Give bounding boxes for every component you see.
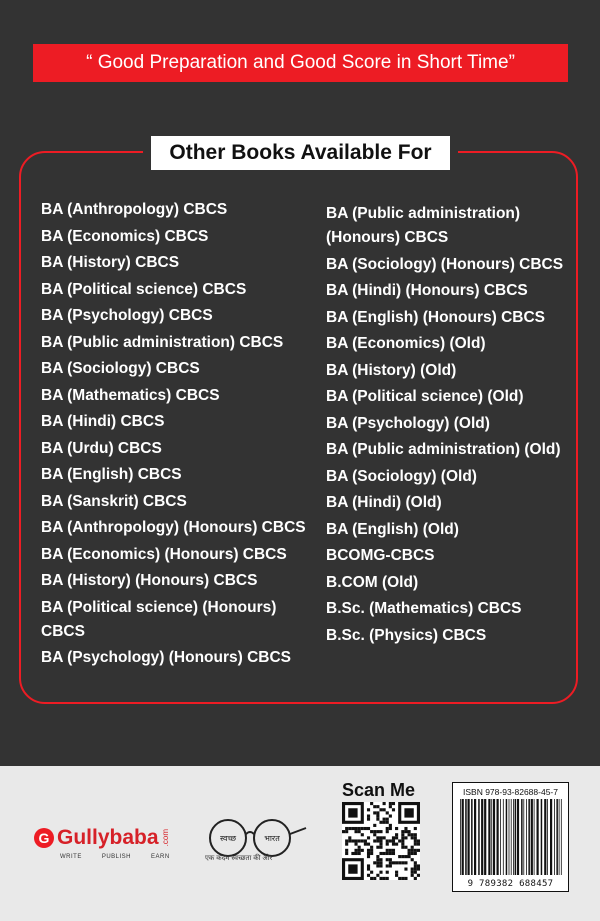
book-list-right-column	[326, 202, 576, 650]
book-list-item: BA (English) CBCS	[41, 466, 182, 483]
book-list-item: BA (Hindi) (Old)	[326, 494, 442, 511]
logo-tag-word: WRITE	[60, 854, 82, 860]
book-list-item: BA (Anthropology) (Honours) CBCS	[41, 519, 306, 536]
tagline-banner	[33, 44, 568, 82]
isbn-number: 9 789382 688457	[467, 879, 554, 889]
book-list-item: BA (Sociology) (Honours) CBCS	[326, 255, 564, 273]
logo-name: Gullybaba	[57, 826, 159, 849]
book-list-item: BA (Mathematics) CBCS	[41, 386, 220, 404]
book-list-item: BA (Psychology) CBCS	[41, 307, 213, 324]
book-list-item: BA (Public administration) CBCS	[41, 333, 284, 351]
footer	[0, 766, 600, 921]
book-list-item: BA (Sociology) (Old)	[326, 467, 477, 485]
book-list-item: BCOMG-CBCS	[326, 547, 435, 564]
tagline-text: “ Good Preparation and Good Score in Short Time”	[86, 52, 515, 73]
book-list-item: BA (English) (Honours) CBCS	[326, 308, 545, 326]
book-list-item: BA (Political science) (Old)	[326, 388, 524, 405]
book-list-item: BA (History) (Old)	[326, 361, 457, 379]
book-list-item: BA (Hindi) (Honours) CBCS	[326, 282, 528, 299]
book-list-item: BA (Hindi) CBCS	[41, 413, 165, 430]
qr-code[interactable]	[342, 802, 420, 880]
book-list-item: BA (History) (Honours) CBCS	[41, 572, 258, 589]
book-list-item: BA (English) (Old)	[326, 520, 459, 538]
swachh-left-text: स्वच्छ	[219, 834, 237, 843]
gullybaba-logo	[34, 826, 170, 850]
book-list-item: B.Sc. (Physics) CBCS	[326, 626, 487, 644]
book-list-item: BA (Urdu) CBCS	[41, 439, 162, 457]
book-list-item: BA (Psychology) (Honours) CBCS	[41, 649, 292, 666]
gullybaba-g-icon: G	[34, 828, 54, 848]
scan-me-label: Scan Me	[342, 780, 416, 800]
logo-tag-word: PUBLISH	[101, 854, 132, 860]
logo-suffix: .com	[160, 829, 170, 847]
book-list-item: BA (Public administration) (Old)	[326, 441, 561, 458]
book-list-item: BA (Economics) (Honours) CBCS	[41, 545, 287, 563]
book-list-item: BA (Sociology) CBCS	[41, 360, 200, 377]
swachh-bharat-glasses-icon	[200, 812, 310, 872]
book-list-item: BA (Sanskrit) CBCS	[41, 492, 187, 510]
book-list-item: BA (Economics) CBCS	[41, 227, 209, 245]
swachh-caption: एक कदम स्वच्छता की ओर	[205, 855, 273, 862]
swachh-right-text: भारत	[264, 834, 280, 843]
book-list-item: BA (Public administration) (Honours) CBCS	[326, 205, 521, 246]
book-list-item: BA (Political science) CBCS	[41, 280, 247, 298]
logo-tag-word: EARN	[151, 854, 170, 860]
logo-tagline	[60, 854, 170, 860]
book-list-item: BA (Economics) (Old)	[326, 335, 486, 352]
heading-container	[143, 136, 458, 170]
book-list-item: BA (Psychology) (Old)	[326, 414, 490, 432]
section-heading: Other Books Available For	[151, 136, 450, 170]
book-list-item: B.Sc. (Mathematics) CBCS	[326, 600, 522, 617]
book-list-item: BA (Anthropology) CBCS	[41, 201, 228, 218]
book-list-item: B.COM (Old)	[326, 573, 419, 591]
book-list-item: BA (Political science) (Honours) CBCS	[41, 598, 277, 640]
isbn-barcode-box	[452, 782, 569, 892]
barcode	[460, 799, 563, 875]
book-list-left-column	[41, 198, 311, 673]
isbn-label: ISBN 978-93-82688-45-7	[463, 787, 558, 797]
book-list-item: BA (History) CBCS	[41, 254, 180, 271]
